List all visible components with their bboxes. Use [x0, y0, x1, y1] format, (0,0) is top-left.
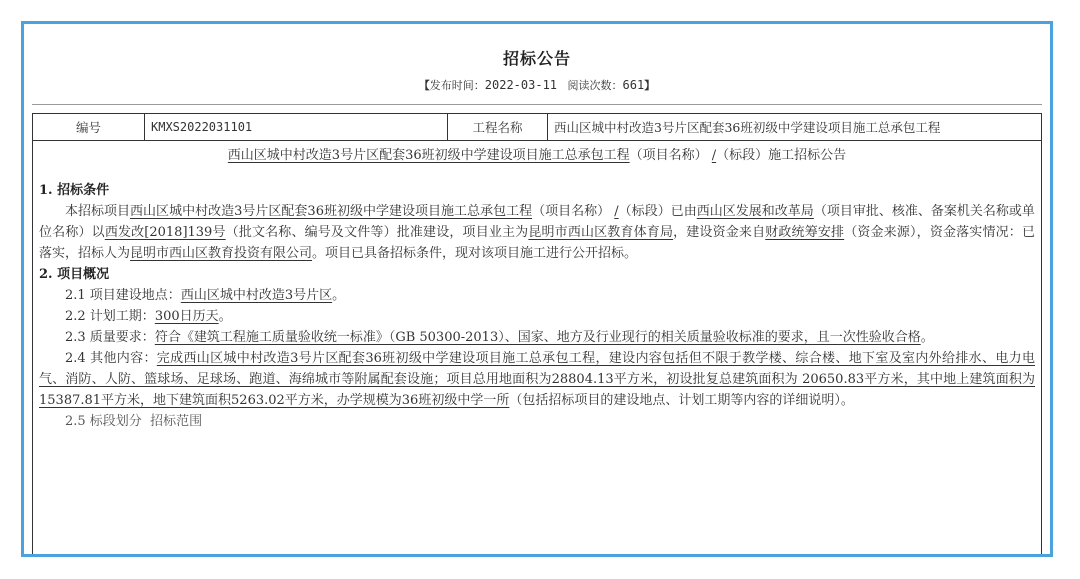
section-1-title: 1. 招标条件 [39, 183, 110, 198]
s2-item-2-value[interactable]: 300日历天 [154, 309, 219, 324]
s1-approver-link[interactable]: 西山区发展和改革局 [696, 204, 814, 219]
s1-text-b: （项目名称） [532, 204, 611, 219]
notice-heading [39, 141, 1035, 166]
s1-text-c: （标段）已由 [618, 204, 697, 219]
meta-close-bracket: 】 [644, 79, 656, 92]
s1-text-a: 本招标项目 [65, 204, 131, 219]
s1-tenderer-link[interactable]: 昆明市西山区教育投资有限公司 [130, 246, 313, 261]
s2-item-2-end: 。 [218, 309, 232, 324]
s1-text-d: （项目审批、核准、备案机关名称或单位名称）以 [39, 204, 1035, 240]
s1-doc-link[interactable]: 西发改[2018]139号 [104, 225, 226, 240]
s2-item-2-label: 2.2 计划工期： [65, 309, 155, 324]
publish-date: 2022-03-11 [484, 78, 558, 92]
s1-owner-link[interactable]: 昆明市西山区教育体育局 [528, 225, 674, 240]
info-table [32, 113, 1042, 141]
s2-item-1-value[interactable]: 西山区城中村改造3号片区 [180, 288, 333, 303]
heading-text-2: （标段）施工招标公告 [716, 148, 847, 163]
project-name-value: 西山区城中村改造3号片区配套36班初级中学建设项目施工总承包工程 [548, 114, 1042, 141]
heading-project-link[interactable]: 西山区城中村改造3号片区配套36班初级中学建设项目施工总承包工程 [227, 148, 630, 163]
s2-item-5-partial [39, 411, 1035, 432]
s2-item-1-label: 2.1 项目建设地点： [65, 288, 181, 303]
s1-text-e: （批文名称、编号及文件等）批准建设，项目业主为 [225, 225, 529, 240]
views-label: 阅读次数： [567, 79, 623, 92]
s2-item-3-value[interactable]: 符合《建筑工程施工质量验收统一标准》（GB 50300-2013）、国家、地方及行业现行的相关质量验收标准的要求，且一次性验收合格 [154, 330, 921, 345]
s2-item-5-value: 招标范围 [150, 414, 203, 429]
notice-content [32, 141, 1042, 557]
code-label: 编号 [33, 114, 145, 141]
s2-item-1-end: 。 [332, 288, 346, 303]
s2-item-3 [39, 327, 1035, 348]
s2-item-4 [39, 348, 1035, 411]
s2-item-4-value[interactable]: 完成西山区城中村改造3号片区配套36班初级中学建设项目施工总承包工程，建设内容包括但不限于教学楼、综合楼、地下室及室内外给排水、电力电气、消防、人防、篮球场、足球场、跑道、海绵城市等附属配套设施；项目总用地面积为28804.13平方米，初设批复总建筑面积为 20650.83平方米，其中地上建筑面积为15387.81平方米，地下建筑面积5263.02平方米，办学规模为36班初级中学一所 [39, 351, 1035, 408]
views-count: 661 [622, 78, 645, 92]
notice-title: 招标公告 [502, 49, 571, 68]
publish-label: 发布时间： [429, 79, 485, 92]
s1-text-f: ，建设资金来自 [673, 225, 766, 240]
project-name-label: 工程名称 [448, 114, 548, 141]
s2-item-4-end: （包括招标项目的建设地点、计划工期等内容的详细说明）。 [509, 393, 854, 408]
info-row [33, 114, 1042, 141]
s2-item-2 [39, 306, 1035, 327]
meta-open-bracket: 【 [418, 79, 430, 92]
code-value: KMXS2022031101 [145, 114, 448, 141]
s2-item-3-end: 。 [920, 330, 934, 345]
s2-item-4-label: 2.4 其他内容： [65, 351, 157, 366]
s1-project-link[interactable]: 西山区城中村改造3号片区配套36班初级中学建设项目施工总承包工程 [130, 204, 533, 219]
s1-text-h: 。项目已具备招标条件，现对该项目施工进行公开招标。 [312, 246, 638, 261]
section-2-title: 2. 项目概况 [39, 267, 110, 282]
section-1-paragraph [39, 201, 1035, 264]
notice-frame [21, 21, 1053, 557]
heading-section: / [711, 148, 717, 163]
s1-text-g: （资金来源），资金落实情况：已落实，招标人为 [39, 225, 1035, 261]
s1-fund-link[interactable]: 财政统筹安排 [765, 225, 845, 240]
s2-item-5-label: 2.5 标段划分 [65, 414, 142, 429]
s2-item-1 [39, 285, 1035, 306]
title-divider [32, 104, 1042, 105]
notice-body [32, 32, 1042, 554]
s2-item-3-label: 2.3 质量要求： [65, 330, 155, 345]
s1-section: / [614, 204, 619, 219]
heading-text-1: （项目名称） [629, 148, 708, 163]
notice-meta [32, 77, 1042, 93]
